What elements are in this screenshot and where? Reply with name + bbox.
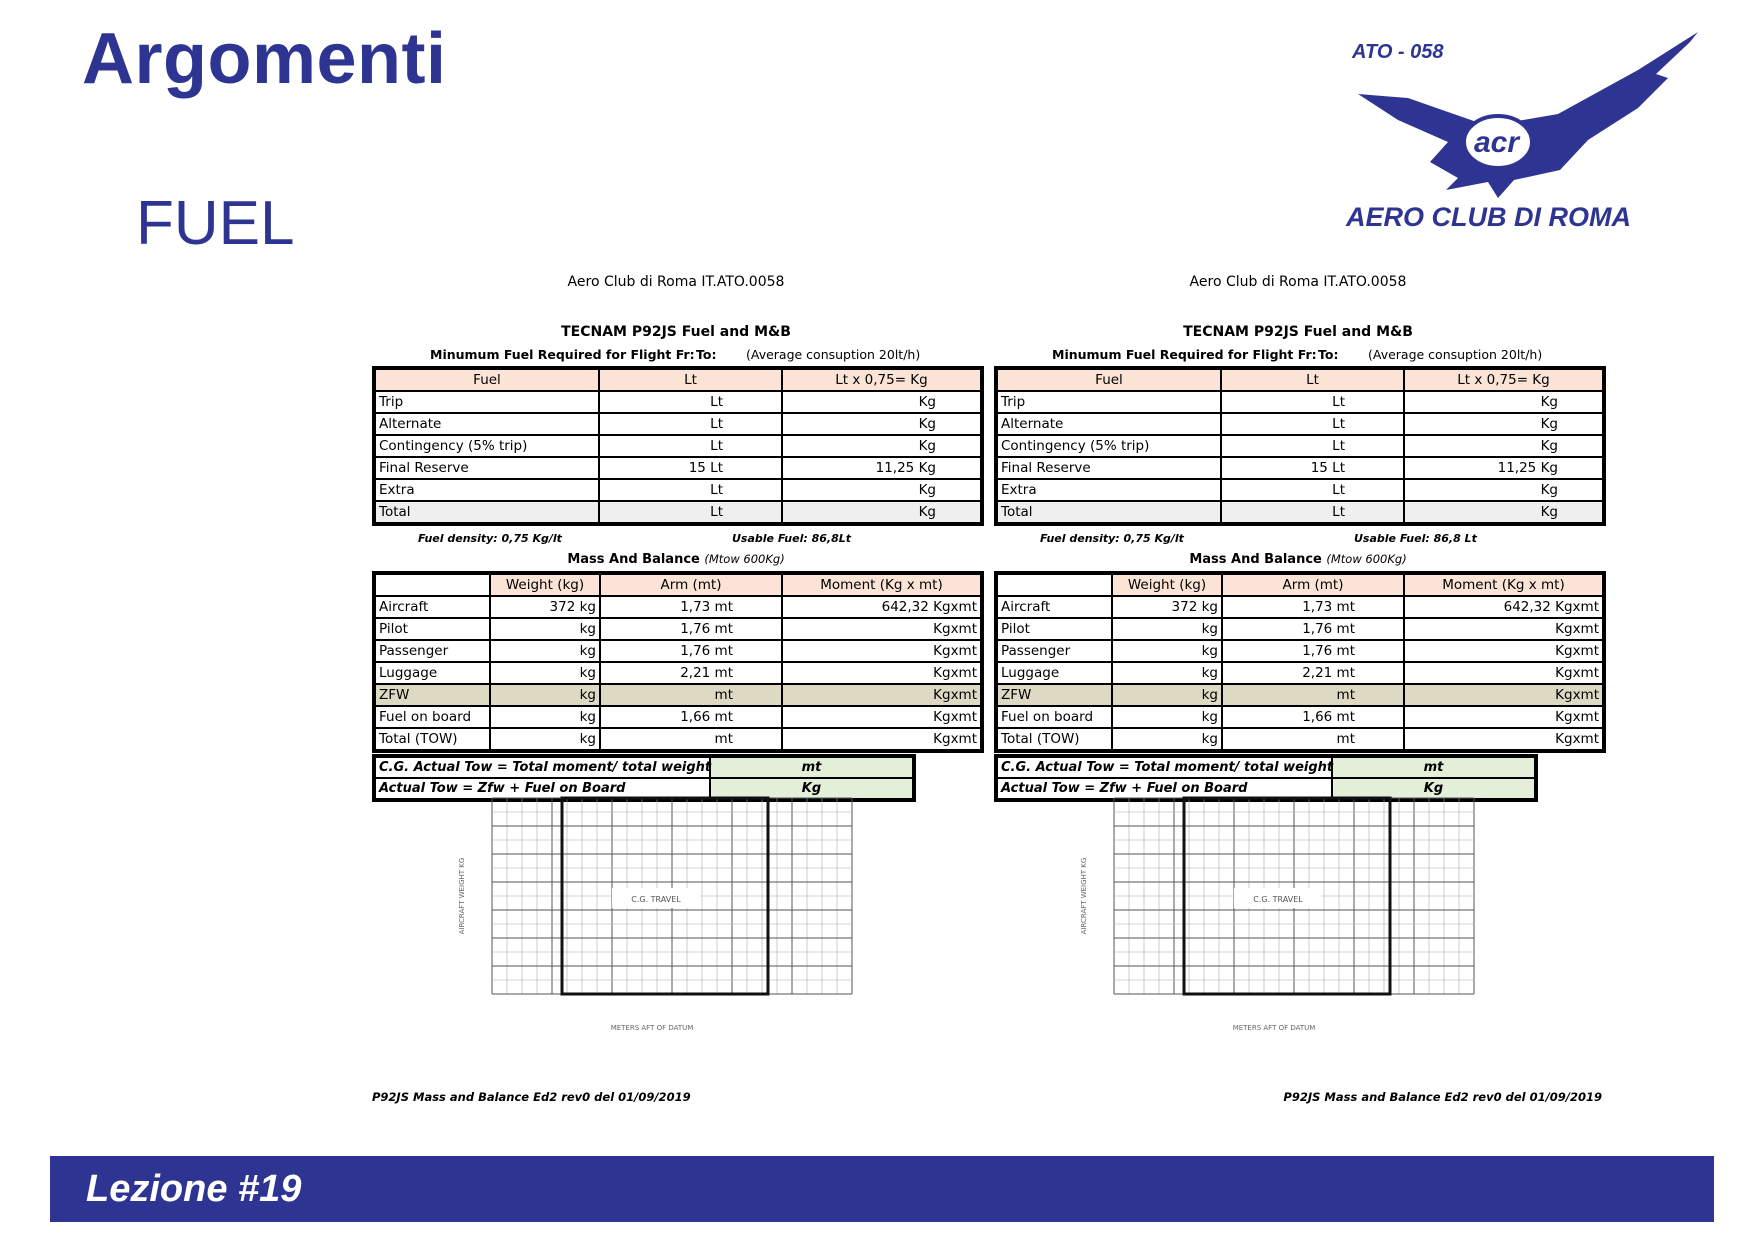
mb-moment-cell[interactable]: Kgxmt xyxy=(782,662,982,684)
mb-row xyxy=(996,596,1604,618)
mb-row xyxy=(374,706,982,728)
fuel-kg-cell[interactable]: Kg xyxy=(1404,479,1604,501)
fuel-lt-cell[interactable]: Lt xyxy=(599,435,782,457)
mb-moment-cell[interactable]: 642,32 Kgxmt xyxy=(1404,596,1604,618)
mb-row-label: Luggage xyxy=(996,662,1112,684)
mb-weight-cell[interactable]: kg xyxy=(490,684,600,706)
mb-zfw-row xyxy=(374,684,982,706)
fuel-row xyxy=(374,435,982,457)
mb-moment-cell[interactable]: Kgxmt xyxy=(1404,618,1604,640)
avg-consumption: (Average consuption 20lt/h) xyxy=(1368,347,1543,362)
cg-row-label: C.G. Actual Tow = Total moment/ total weight xyxy=(996,756,1332,778)
fuel-table xyxy=(372,366,984,526)
cg-envelope-chart xyxy=(1074,792,1494,1042)
fuel-kg-cell[interactable]: Kg xyxy=(1404,501,1604,524)
min-fuel-label: Minumum Fuel Required for Flight Fr: xyxy=(430,347,695,362)
fuel-lt-cell[interactable]: Lt xyxy=(1221,435,1404,457)
mb-header-cell: Moment (Kg x mt) xyxy=(782,573,982,596)
mb-moment-cell[interactable]: Kgxmt xyxy=(782,728,982,751)
aero-club-logo xyxy=(1338,30,1698,236)
usable-fuel-note: Usable Fuel: 86,8 Lt xyxy=(1354,532,1477,545)
cg-row-label: C.G. Actual Tow = Total moment/ total weight xyxy=(374,756,710,778)
mb-arm-cell[interactable]: mt xyxy=(1222,684,1404,706)
fuel-lt-cell[interactable]: 15 Lt xyxy=(599,457,782,479)
mb-header-cell xyxy=(374,573,490,596)
mb-row xyxy=(996,706,1604,728)
fuel-row xyxy=(996,435,1604,457)
mass-balance-title xyxy=(372,552,980,567)
avg-consumption: (Average consuption 20lt/h) xyxy=(746,347,921,362)
mb-arm-cell: 1,76 mt xyxy=(1222,618,1404,640)
fuel-row-label: Final Reserve xyxy=(996,457,1221,479)
fuel-total-row xyxy=(374,501,982,524)
fuel-row xyxy=(996,479,1604,501)
fuel-header-cell: Lt xyxy=(1221,368,1404,391)
fuel-row-label: Contingency (5% trip) xyxy=(996,435,1221,457)
mb-mtow: (Mtow 600Kg) xyxy=(1326,552,1407,566)
sheet-title: TECNAM P92JS Fuel and M&B xyxy=(1183,324,1413,340)
mb-mtow: (Mtow 600Kg) xyxy=(704,552,785,566)
fuel-header-row xyxy=(374,368,982,391)
slide-subtitle: FUEL xyxy=(136,189,295,258)
cg-travel-label: C.G. TRAVEL xyxy=(631,895,681,904)
mb-row-label: Pilot xyxy=(374,618,490,640)
mb-moment-cell[interactable]: Kgxmt xyxy=(1404,684,1604,706)
fuel-row xyxy=(374,479,982,501)
fuel-mb-sheet xyxy=(994,270,1602,1130)
fuel-density-note: Fuel density: 0,75 Kg/lt xyxy=(1040,532,1184,545)
cg-row xyxy=(374,756,914,778)
chart-y-label: AIRCRAFT WEIGHT KG xyxy=(1080,857,1088,935)
logo-code: ATO - 058 xyxy=(1352,41,1444,63)
mb-moment-cell[interactable]: Kgxmt xyxy=(782,618,982,640)
mb-weight-cell[interactable]: kg xyxy=(490,728,600,751)
fuel-row-label: Total xyxy=(996,501,1221,524)
sheet-title: TECNAM P92JS Fuel and M&B xyxy=(561,324,791,340)
chart-x-label: METERS AFT OF DATUM xyxy=(1232,1024,1316,1032)
fuel-lt-cell[interactable]: 15 Lt xyxy=(1221,457,1404,479)
fuel-header-cell: Fuel xyxy=(374,368,599,391)
mb-row-label: Fuel on board xyxy=(996,706,1112,728)
fuel-row-label: Extra xyxy=(996,479,1221,501)
mb-arm-cell: 1,76 mt xyxy=(600,618,782,640)
mb-row-label: Total (TOW) xyxy=(374,728,490,751)
mb-arm-cell: 1,76 mt xyxy=(1222,640,1404,662)
min-fuel-label: Minumum Fuel Required for Flight Fr: xyxy=(1052,347,1317,362)
fuel-row-label: Trip xyxy=(996,391,1221,413)
cg-row-label: Actual Tow = Zfw + Fuel on Board xyxy=(996,778,1332,800)
fuel-lt-cell[interactable]: Lt xyxy=(599,391,782,413)
mb-row-label: Luggage xyxy=(374,662,490,684)
cg-travel-label: C.G. TRAVEL xyxy=(1253,895,1303,904)
fuel-row xyxy=(374,413,982,435)
mb-header-cell: Weight (kg) xyxy=(1112,573,1222,596)
to-label: To: xyxy=(696,347,717,362)
chart-y-label: AIRCRAFT WEIGHT KG xyxy=(458,857,466,935)
fuel-row xyxy=(996,457,1604,479)
mb-row xyxy=(374,618,982,640)
mb-moment-cell[interactable]: Kgxmt xyxy=(782,684,982,706)
mb-arm-cell: 1,66 mt xyxy=(1222,706,1404,728)
mb-row xyxy=(374,640,982,662)
fuel-kg-cell[interactable]: 11,25 Kg xyxy=(1404,457,1604,479)
mb-header-cell: Weight (kg) xyxy=(490,573,600,596)
mb-weight-cell[interactable]: kg xyxy=(490,618,600,640)
fuel-kg-cell[interactable]: Kg xyxy=(1404,413,1604,435)
fuel-header-row xyxy=(996,368,1604,391)
mb-arm-cell: 2,21 mt xyxy=(1222,662,1404,684)
mb-weight-cell[interactable]: kg xyxy=(490,640,600,662)
mb-header-row xyxy=(996,573,1604,596)
fuel-kg-cell[interactable]: Kg xyxy=(782,479,982,501)
mb-weight-cell[interactable]: kg xyxy=(1112,684,1222,706)
fuel-row-label: Alternate xyxy=(374,413,599,435)
mb-moment-cell[interactable]: Kgxmt xyxy=(1404,640,1604,662)
mb-weight-cell[interactable]: kg xyxy=(490,662,600,684)
fuel-header-cell: Lt xyxy=(599,368,782,391)
mb-row xyxy=(374,662,982,684)
mb-arm-cell: 1,73 mt xyxy=(1222,596,1404,618)
sheet-org: Aero Club di Roma IT.ATO.0058 xyxy=(567,274,785,290)
fuel-table xyxy=(994,366,1606,526)
fuel-lt-cell[interactable]: Lt xyxy=(599,413,782,435)
fuel-kg-cell[interactable]: Kg xyxy=(782,413,982,435)
mb-row-label: Aircraft xyxy=(374,596,490,618)
fuel-lt-cell[interactable]: Lt xyxy=(1221,501,1404,524)
mb-row-label: Fuel on board xyxy=(374,706,490,728)
fuel-kg-cell[interactable]: Kg xyxy=(782,501,982,524)
mb-header-cell xyxy=(996,573,1112,596)
mb-row-label: Passenger xyxy=(996,640,1112,662)
fuel-row-label: Total xyxy=(374,501,599,524)
mb-arm-cell[interactable]: mt xyxy=(1222,728,1404,751)
fuel-kg-cell[interactable]: 11,25 Kg xyxy=(782,457,982,479)
fuel-header-cell: Lt x 0,75= Kg xyxy=(782,368,982,391)
mb-row-label: Aircraft xyxy=(996,596,1112,618)
cg-value-cell[interactable]: mt xyxy=(1332,756,1536,778)
mb-moment-cell[interactable]: Kgxmt xyxy=(1404,728,1604,751)
usable-fuel-note: Usable Fuel: 86,8Lt xyxy=(732,532,851,545)
cg-value-cell[interactable]: mt xyxy=(710,756,914,778)
mb-moment-cell[interactable]: Kgxmt xyxy=(1404,706,1604,728)
logo-name: AERO CLUB DI ROMA xyxy=(1346,202,1631,232)
fuel-row xyxy=(374,457,982,479)
fuel-kg-cell[interactable]: Kg xyxy=(782,391,982,413)
sheet-footer-note: P92JS Mass and Balance Ed2 rev0 del 01/09/2019 xyxy=(372,1090,691,1104)
mb-arm-cell: 2,21 mt xyxy=(600,662,782,684)
mb-row xyxy=(996,662,1604,684)
cg-row xyxy=(996,756,1536,778)
fuel-row-label: Alternate xyxy=(996,413,1221,435)
mb-weight-cell[interactable]: kg xyxy=(1112,662,1222,684)
fuel-lt-cell[interactable]: Lt xyxy=(599,479,782,501)
fuel-lt-cell[interactable]: Lt xyxy=(1221,391,1404,413)
fuel-density-note: Fuel density: 0,75 Kg/lt xyxy=(418,532,562,545)
logo-monogram: acr xyxy=(1474,126,1520,159)
fuel-header-cell: Lt x 0,75= Kg xyxy=(1404,368,1604,391)
mb-arm-cell: 1,76 mt xyxy=(600,640,782,662)
fuel-row xyxy=(374,391,982,413)
mb-weight-cell[interactable]: kg xyxy=(1112,618,1222,640)
mb-title-text: Mass And Balance xyxy=(567,552,700,567)
fuel-total-row xyxy=(996,501,1604,524)
fuel-row xyxy=(996,391,1604,413)
mb-row xyxy=(374,728,982,751)
mb-arm-cell[interactable]: mt xyxy=(600,728,782,751)
fuel-row xyxy=(996,413,1604,435)
mb-zfw-row xyxy=(996,684,1604,706)
cg-row-label: Actual Tow = Zfw + Fuel on Board xyxy=(374,778,710,800)
mb-weight-cell[interactable]: 372 kg xyxy=(490,596,600,618)
mb-row xyxy=(996,618,1604,640)
mb-row xyxy=(996,728,1604,751)
mb-header-cell: Arm (mt) xyxy=(600,573,782,596)
fuel-mb-sheet xyxy=(372,270,980,1130)
cg-value-cell[interactable]: Kg xyxy=(710,778,914,800)
mb-moment-cell[interactable]: Kgxmt xyxy=(782,706,982,728)
fuel-lt-cell[interactable]: Lt xyxy=(1221,479,1404,501)
to-label: To: xyxy=(1318,347,1339,362)
fuel-row-label: Final Reserve xyxy=(374,457,599,479)
fuel-kg-cell[interactable]: Kg xyxy=(1404,435,1604,457)
mass-balance-title xyxy=(994,552,1602,567)
cg-envelope-chart xyxy=(452,792,872,1042)
fuel-row-label: Trip xyxy=(374,391,599,413)
mb-weight-cell[interactable]: kg xyxy=(1112,640,1222,662)
mb-arm-cell[interactable]: mt xyxy=(600,684,782,706)
fuel-header-cell: Fuel xyxy=(996,368,1221,391)
mb-moment-cell[interactable]: Kgxmt xyxy=(1404,662,1604,684)
mb-header-cell: Arm (mt) xyxy=(1222,573,1404,596)
mb-row-label: Passenger xyxy=(374,640,490,662)
mb-arm-cell: 1,73 mt xyxy=(600,596,782,618)
slide-title: Argomenti xyxy=(82,19,447,99)
mb-moment-cell[interactable]: 642,32 Kgxmt xyxy=(782,596,982,618)
mb-row xyxy=(996,640,1604,662)
chart-x-label: METERS AFT OF DATUM xyxy=(610,1024,694,1032)
sheet-org: Aero Club di Roma IT.ATO.0058 xyxy=(1189,274,1407,290)
sheet-footer-note: P92JS Mass and Balance Ed2 rev0 del 01/09/2019 xyxy=(1283,1090,1602,1104)
mb-row-label: Total (TOW) xyxy=(996,728,1112,751)
fuel-row-label: Extra xyxy=(374,479,599,501)
mb-header-row xyxy=(374,573,982,596)
mb-header-cell: Moment (Kg x mt) xyxy=(1404,573,1604,596)
footer-bar xyxy=(50,1156,1714,1222)
mass-balance-table xyxy=(372,571,984,753)
mb-weight-cell[interactable]: kg xyxy=(1112,706,1222,728)
fuel-kg-cell[interactable]: Kg xyxy=(1404,391,1604,413)
mass-balance-table xyxy=(994,571,1606,753)
fuel-kg-cell[interactable]: Kg xyxy=(782,435,982,457)
mb-arm-cell: 1,66 mt xyxy=(600,706,782,728)
mb-title-text: Mass And Balance xyxy=(1189,552,1322,567)
mb-row-label: ZFW xyxy=(996,684,1112,706)
mb-moment-cell[interactable]: Kgxmt xyxy=(782,640,982,662)
mb-weight-cell[interactable]: 372 kg xyxy=(1112,596,1222,618)
fuel-row-label: Contingency (5% trip) xyxy=(374,435,599,457)
mb-row-label: ZFW xyxy=(374,684,490,706)
fuel-lt-cell[interactable]: Lt xyxy=(599,501,782,524)
cg-value-cell[interactable]: Kg xyxy=(1332,778,1536,800)
mb-row-label: Pilot xyxy=(996,618,1112,640)
mb-weight-cell[interactable]: kg xyxy=(490,706,600,728)
lesson-label: Lezione #19 xyxy=(86,1168,302,1210)
mb-weight-cell[interactable]: kg xyxy=(1112,728,1222,751)
fuel-lt-cell[interactable]: Lt xyxy=(1221,413,1404,435)
mb-row xyxy=(374,596,982,618)
